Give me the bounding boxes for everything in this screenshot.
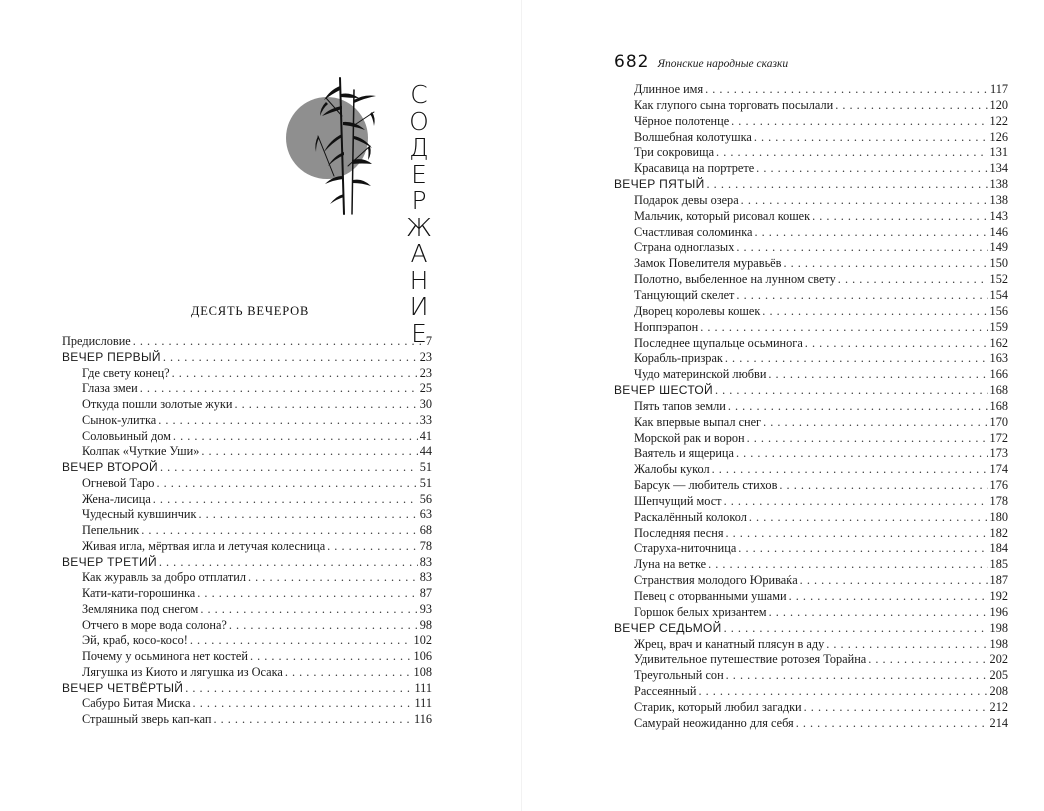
toc-entry — [614, 510, 1008, 526]
toc-dot-leader — [716, 145, 988, 161]
toc-entry — [62, 696, 432, 712]
toc-entry-page: 93 — [419, 601, 432, 616]
toc-dot-leader — [250, 649, 412, 665]
toc-entry-page: 185 — [989, 557, 1008, 572]
toc-entry-title: ВЕЧЕР ЧЕТВЁРТЫЙ — [62, 680, 184, 695]
toc-entry — [62, 366, 432, 382]
toc-dot-leader — [800, 573, 988, 589]
toc-entry — [614, 399, 1008, 415]
toc-entry-title: Глаза змеи — [82, 381, 138, 396]
toc-entry-page: 154 — [989, 287, 1008, 302]
toc-entry-page: 198 — [989, 636, 1008, 651]
moon-bamboo-illustration — [282, 76, 392, 216]
toc-dot-leader — [197, 586, 417, 602]
toc-entry-page: 111 — [414, 696, 432, 711]
toc-entry-title: Странствия молодого Юриваќа — [634, 573, 798, 588]
toc-entry-title: Шепчущий мост — [634, 493, 722, 508]
toc-entry — [614, 161, 1008, 177]
toc-entry-page: 212 — [989, 699, 1008, 714]
toc-entry — [614, 573, 1008, 589]
toc-entry-page: 111 — [414, 680, 432, 695]
toc-entry-page: 68 — [419, 523, 432, 537]
toc-entry-title: Последнее щупальце осьминога — [634, 335, 803, 350]
toc-entry — [614, 462, 1008, 478]
toc-dot-leader — [754, 130, 988, 146]
toc-entry-page: 146 — [989, 224, 1008, 239]
toc-dot-leader — [868, 652, 987, 668]
toc-dot-leader — [805, 336, 988, 352]
toc-entry — [62, 476, 432, 492]
title-letter: С — [410, 80, 428, 109]
toc-entry-title: Танцующий скелет — [634, 287, 735, 302]
toc-dot-leader — [754, 225, 987, 241]
toc-entry — [614, 288, 1008, 304]
toc-entry-page: 178 — [989, 493, 1008, 508]
toc-entry-page: 159 — [989, 319, 1008, 334]
title-letter: О — [409, 106, 429, 136]
toc-entry-title: Лягушка из Киото и лягушка из Осака — [82, 664, 283, 679]
toc-entry-title: Старик, который любил загадки — [634, 699, 802, 714]
toc-entry-title: Где свету конец? — [82, 365, 170, 380]
toc-entry-page: 168 — [989, 398, 1008, 413]
toc-entry — [62, 665, 432, 681]
toc-entry-title: Земляника под снегом — [82, 601, 199, 616]
toc-entry-title: Жалобы кукол — [634, 462, 710, 477]
toc-entry-title: Страна одноглазых — [634, 240, 735, 255]
toc-entry-title: Почему у осьминога нет костей — [82, 649, 248, 663]
toc-dot-leader — [768, 367, 987, 383]
toc-entry — [614, 494, 1008, 510]
toc-dot-leader — [738, 541, 987, 557]
toc-dot-leader — [156, 476, 417, 492]
toc-entry-page: 41 — [419, 428, 432, 443]
toc-section-heading — [62, 681, 432, 697]
toc-entry-page: 106 — [413, 649, 432, 663]
toc-entry-title: Жрец, врач и канатный плясун в аду — [634, 636, 825, 651]
toc-dot-leader — [705, 82, 988, 98]
toc-entry — [62, 397, 432, 413]
toc-entry — [62, 570, 432, 586]
toc-entry — [614, 605, 1008, 621]
toc-entry — [62, 492, 432, 508]
toc-entry — [614, 209, 1008, 225]
toc-entry — [614, 256, 1008, 272]
toc-entry-page: 149 — [989, 240, 1008, 255]
toc-entry-title: Эй, краб, косо-косо! — [82, 633, 188, 648]
toc-entry-page: 98 — [419, 617, 432, 632]
toc-entry — [62, 633, 432, 649]
toc-entry-title: Мальчик, который рисовал кошек — [634, 208, 811, 223]
toc-entry-title: ВЕЧЕР СЕДЬМОЙ — [614, 620, 722, 635]
toc-dot-leader — [779, 478, 987, 494]
toc-entry-page: 44 — [419, 444, 432, 459]
toc-entry-page: 174 — [989, 462, 1008, 477]
toc-dot-leader — [826, 637, 987, 653]
toc-entry-title: Страшный зверь кап-кап — [82, 712, 212, 726]
toc-entry-title: Пепельник — [82, 523, 140, 537]
toc-dot-leader — [763, 415, 987, 431]
toc-dot-leader — [726, 526, 988, 542]
toc-dot-leader — [747, 431, 988, 447]
toc-entry-page: 202 — [989, 652, 1008, 667]
toc-entry-page: 87 — [419, 586, 432, 600]
toc-section-heading — [614, 177, 1008, 193]
toc-dot-leader — [708, 557, 987, 573]
toc-entry-page: 170 — [989, 414, 1008, 429]
toc-entry-title: Треугольный сон — [634, 668, 724, 683]
toc-dot-leader — [715, 383, 988, 399]
toc-dot-leader — [835, 98, 987, 114]
toc-entry-page: 176 — [989, 478, 1008, 493]
toc-dot-leader — [736, 446, 988, 462]
toc-dot-leader — [724, 494, 988, 510]
toc-entry-title: Счастливая соломинка — [634, 224, 753, 239]
running-head — [614, 52, 788, 72]
toc-entry-page: 143 — [989, 208, 1008, 223]
toc-entry-title: Отчего в море вода солона? — [82, 617, 227, 632]
toc-entry — [614, 541, 1008, 557]
toc-entry — [614, 478, 1008, 494]
toc-entry — [614, 684, 1008, 700]
toc-entry-title: Колпак «Чуткие Уши» — [82, 444, 200, 459]
toc-entry-page: 56 — [419, 491, 432, 506]
toc-dot-leader — [234, 397, 417, 413]
toc-entry-page: 182 — [989, 525, 1008, 540]
toc-entry-title: Раскалённый колокол — [634, 509, 747, 524]
toc-entry-title: Волшебная колотушка — [634, 129, 752, 144]
toc-entry — [614, 304, 1008, 320]
toc-entry-title: Соловьиный дом — [82, 428, 171, 443]
toc-entry-page: 166 — [989, 367, 1008, 382]
toc-entry-page: 173 — [989, 446, 1008, 461]
toc-entry — [62, 618, 432, 634]
toc-entry-title: Горшок белых хризантем — [634, 604, 767, 619]
toc-entry — [614, 82, 1008, 98]
toc-entry-title: Ваятель и ящерица — [634, 446, 734, 461]
toc-entry-title: ВЕЧЕР ТРЕТИЙ — [62, 554, 157, 569]
toc-dot-leader — [725, 351, 988, 367]
right-toc-list — [614, 82, 1008, 732]
toc-entry-title: ВЕЧЕР ПЕРВЫЙ — [62, 349, 161, 364]
toc-dot-leader — [153, 492, 418, 508]
toc-entry — [614, 415, 1008, 431]
toc-entry — [62, 507, 432, 523]
toc-entry-title: Корабль-призрак — [634, 351, 723, 366]
toc-dot-leader — [173, 429, 418, 445]
toc-entry-title: Рассеянный — [634, 684, 697, 699]
toc-entry-page: 134 — [989, 161, 1008, 176]
toc-section-heading — [614, 621, 1008, 637]
toc-entry-page: 163 — [989, 351, 1008, 366]
toc-entry-title: Сынок-улитка — [82, 412, 157, 427]
toc-entry-title: Как впервые выпал снег — [634, 414, 762, 429]
toc-entry — [614, 446, 1008, 462]
toc-entry-page: 25 — [419, 381, 432, 396]
contents-title-vertical — [404, 82, 434, 347]
toc-dot-leader — [698, 684, 987, 700]
toc-section-heading — [614, 383, 1008, 399]
toc-entry-page: 168 — [989, 383, 1008, 398]
toc-entry-page: 208 — [989, 684, 1008, 699]
toc-section-heading — [62, 350, 432, 366]
toc-dot-leader — [731, 114, 987, 130]
toc-entry-title: Самурай неожиданно для себя — [634, 715, 794, 730]
toc-entry-page: 30 — [419, 397, 432, 411]
toc-dot-leader — [762, 304, 987, 320]
toc-dot-leader — [728, 399, 988, 415]
toc-entry-page: 83 — [419, 570, 432, 585]
toc-section-heading — [62, 555, 432, 571]
toc-entry-page: 7 — [425, 334, 432, 348]
toc-entry — [614, 145, 1008, 161]
toc-entry — [62, 602, 432, 618]
toc-entry-page: 156 — [989, 303, 1008, 318]
toc-entry-page: 131 — [989, 145, 1008, 160]
toc-entry-title: Морской рак и ворон — [634, 430, 745, 445]
toc-entry-title: Последняя песня — [634, 525, 724, 540]
toc-dot-leader — [724, 621, 988, 637]
toc-entry-page: 122 — [989, 113, 1008, 128]
left-toc-list — [62, 334, 432, 728]
toc-entry — [62, 334, 432, 350]
toc-dot-leader — [185, 681, 412, 697]
toc-dot-leader — [159, 555, 418, 571]
toc-section-heading — [62, 460, 432, 476]
book-title: Японские народные сказки — [657, 58, 789, 70]
toc-entry-title: Удивительное путешествие ротозея Торайна — [634, 652, 867, 667]
title-letter: Д — [409, 133, 429, 162]
toc-entry-page: 184 — [989, 541, 1008, 556]
toc-entry-title: Огневой Таро — [82, 475, 155, 490]
toc-dot-leader — [229, 618, 418, 634]
toc-entry-page: 150 — [989, 256, 1008, 271]
toc-dot-leader — [193, 696, 413, 712]
toc-dot-leader — [133, 334, 424, 350]
toc-entry-title: Живая игла, мёртвая игла и летучая колесница — [82, 538, 326, 553]
toc-entry-title: Как глупого сына торговать посылали — [634, 97, 834, 112]
toc-entry-title: Пять тапов земли — [634, 398, 726, 413]
toc-entry-page: 162 — [989, 335, 1008, 350]
toc-entry-title: Чёрное полотенце — [634, 113, 730, 128]
toc-entry-page: 138 — [989, 192, 1008, 207]
toc-entry — [614, 114, 1008, 130]
toc-entry-page: 78 — [419, 538, 432, 553]
toc-entry-title: Жена-лисица — [82, 491, 151, 506]
toc-entry-title: Чудесный кувшинчик — [82, 507, 197, 522]
toc-entry-page: 192 — [989, 589, 1008, 603]
toc-entry-page: 102 — [413, 633, 432, 648]
toc-entry-title: Замок Повелителя муравьёв — [634, 256, 782, 271]
toc-dot-leader — [198, 507, 417, 523]
toc-entry-title: Чудо материнской любви — [634, 367, 767, 382]
toc-dot-leader — [812, 209, 987, 225]
toc-entry — [614, 240, 1008, 256]
toc-entry — [614, 652, 1008, 668]
title-letter: И — [409, 292, 429, 321]
toc-entry-title: Дворец королевы кошек — [634, 303, 761, 318]
title-letter: Ж — [406, 212, 432, 242]
toc-entry — [614, 716, 1008, 732]
toc-entry — [614, 98, 1008, 114]
toc-entry — [614, 668, 1008, 684]
toc-dot-leader — [285, 665, 412, 681]
toc-entry — [614, 320, 1008, 336]
toc-dot-leader — [158, 413, 417, 429]
toc-entry-page: 51 — [419, 475, 432, 490]
toc-entry-page: 205 — [989, 668, 1008, 683]
right-page — [522, 0, 1044, 811]
toc-entry-title: Как журавль за добро отплатил — [82, 570, 246, 585]
toc-entry — [62, 586, 432, 602]
toc-entry — [62, 539, 432, 555]
toc-entry — [614, 589, 1008, 605]
toc-dot-leader — [756, 161, 987, 177]
toc-entry — [614, 272, 1008, 288]
toc-entry-page: 198 — [989, 620, 1008, 635]
toc-dot-leader — [769, 605, 988, 621]
toc-entry-page: 180 — [989, 509, 1008, 524]
section-title: ДЕСЯТЬ ВЕЧЕРОВ — [190, 304, 310, 318]
toc-entry-title: Три сокровища — [634, 145, 715, 160]
toc-entry-title: Певец с оторванными ушами — [634, 589, 787, 603]
toc-entry — [614, 557, 1008, 573]
toc-entry — [614, 130, 1008, 146]
toc-entry — [62, 649, 432, 665]
toc-entry-title: Сабуро Битая Миска — [82, 696, 191, 711]
toc-entry-title: Ноппэрапон — [634, 319, 699, 334]
toc-dot-leader — [190, 633, 412, 649]
toc-entry-title: Старуха-ниточница — [634, 541, 737, 556]
toc-entry-page: 51 — [419, 460, 432, 474]
toc-entry-title: ВЕЧЕР ВТОРОЙ — [62, 460, 158, 474]
toc-entry-page: 63 — [419, 507, 432, 522]
toc-dot-leader — [804, 700, 988, 716]
toc-entry — [62, 523, 432, 539]
toc-entry — [62, 429, 432, 445]
toc-entry-page: 23 — [419, 349, 432, 364]
title-letter: Р — [411, 186, 427, 215]
toc-dot-leader — [736, 240, 987, 256]
toc-entry — [614, 351, 1008, 367]
toc-entry — [614, 193, 1008, 209]
toc-entry-title: ВЕЧЕР ПЯТЫЙ — [614, 177, 705, 192]
toc-dot-leader — [141, 523, 417, 539]
toc-entry — [614, 225, 1008, 241]
toc-entry-title: Луна на ветке — [634, 557, 707, 572]
toc-entry — [62, 381, 432, 397]
toc-entry-title: Красавица на портрете — [634, 161, 755, 176]
toc-dot-leader — [707, 177, 988, 193]
toc-entry — [614, 431, 1008, 447]
toc-entry-title: Предисловие — [62, 334, 131, 348]
toc-entry-title: ВЕЧЕР ШЕСТОЙ — [614, 383, 713, 398]
toc-entry-page: 23 — [419, 365, 432, 380]
toc-dot-leader — [726, 668, 988, 684]
toc-entry — [614, 336, 1008, 352]
toc-dot-leader — [700, 320, 987, 336]
toc-entry — [614, 526, 1008, 542]
toc-entry-page: 126 — [989, 129, 1008, 144]
toc-entry-page: 172 — [989, 430, 1008, 445]
toc-entry-title: Барсук — любитель стихов — [634, 478, 778, 493]
toc-dot-leader — [172, 366, 418, 382]
toc-entry-page: 152 — [989, 272, 1008, 287]
toc-dot-leader — [749, 510, 988, 526]
toc-entry-page: 196 — [989, 604, 1008, 619]
toc-dot-leader — [712, 462, 988, 478]
toc-entry-title: Кати-кати-горошинка — [82, 586, 196, 600]
title-letter: Е — [411, 159, 427, 189]
toc-dot-leader — [163, 350, 418, 366]
toc-entry-page: 187 — [989, 573, 1008, 588]
toc-dot-leader — [140, 381, 418, 397]
toc-entry — [62, 444, 432, 460]
toc-entry-page: 117 — [990, 82, 1008, 96]
toc-dot-leader — [783, 256, 987, 272]
toc-dot-leader — [248, 570, 418, 586]
toc-entry — [614, 637, 1008, 653]
toc-entry-page: 108 — [413, 664, 432, 679]
page-number: 682 — [614, 52, 650, 72]
title-letter: Е — [411, 318, 427, 348]
toc-entry-title: Длинное имя — [634, 82, 704, 96]
toc-entry — [62, 413, 432, 429]
toc-dot-leader — [741, 193, 988, 209]
toc-entry-title: Полотно, выбеленное на лунном свету — [634, 272, 836, 287]
toc-entry-title: Откуда пошли золотые жуки — [82, 397, 233, 411]
toc-entry — [62, 712, 432, 728]
toc-entry-title: Подарок девы озера — [634, 192, 739, 207]
toc-dot-leader — [201, 444, 417, 460]
toc-dot-leader — [838, 272, 988, 288]
toc-entry-page: 214 — [989, 715, 1008, 730]
toc-dot-leader — [160, 460, 418, 476]
toc-dot-leader — [200, 602, 417, 618]
title-letter: Н — [409, 265, 429, 295]
toc-dot-leader — [327, 539, 418, 555]
toc-dot-leader — [736, 288, 987, 304]
toc-entry-page: 138 — [989, 177, 1008, 192]
toc-entry-page: 33 — [419, 412, 432, 427]
title-letter: А — [410, 239, 428, 268]
toc-entry-page: 116 — [414, 712, 432, 726]
toc-entry-page: 83 — [419, 554, 432, 569]
toc-dot-leader — [796, 716, 988, 732]
toc-entry — [614, 700, 1008, 716]
toc-dot-leader — [213, 712, 412, 728]
toc-dot-leader — [789, 589, 988, 605]
toc-entry — [614, 367, 1008, 383]
toc-entry-page: 120 — [989, 97, 1008, 112]
